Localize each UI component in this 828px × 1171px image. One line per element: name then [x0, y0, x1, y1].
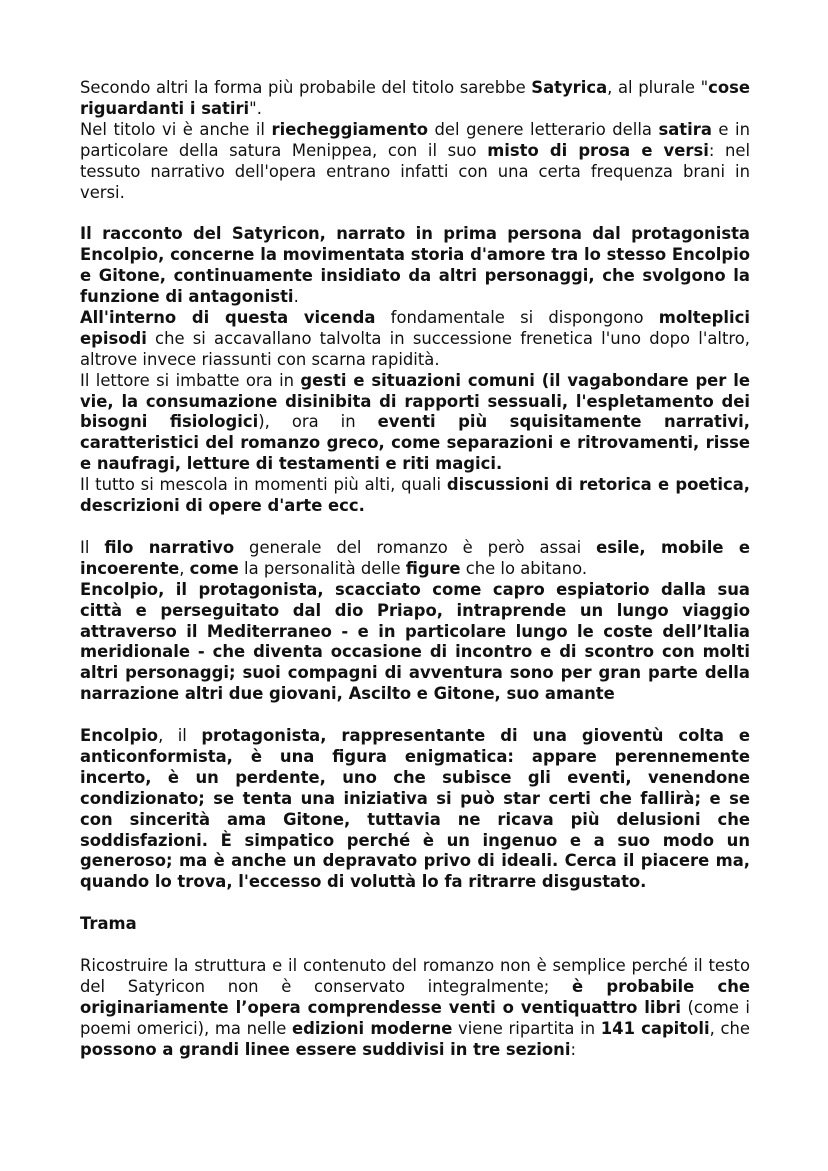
- paragraph-p1: [80, 78, 750, 120]
- bold-text: 141 capitoli: [600, 1018, 710, 1038]
- text-run: viene ripartita in: [452, 1018, 601, 1038]
- text-run: ".: [249, 98, 262, 118]
- text-run: che lo abitano.: [460, 558, 588, 578]
- paragraph-p9: [80, 726, 750, 893]
- text-run: , che: [709, 1018, 751, 1038]
- text-run: Nel titolo vi è anche il: [80, 119, 272, 139]
- paragraph-p6: [80, 475, 750, 517]
- bold-text: Il racconto del Satyricon, narrato in prima persona dal protagonista Encolpio, concerne la movimentata storia d'amore tra lo stesso Encolpio e Gitone, continuamente insidiato da altri personaggi, che svolgono la funzione di antagonisti: [80, 224, 750, 307]
- text-run: Il tutto si mescola in momenti più alti, quali: [80, 475, 447, 495]
- text-run: (come i poemi omerici), ma nelle: [80, 997, 750, 1038]
- bold-text: Encolpio: [80, 726, 159, 746]
- text-run: : nel tessuto narrativo dell'opera entrano infatti con una certa frequenza brani in versi.: [80, 140, 750, 202]
- bold-text: eventi più squisitamente narrativi, caratteristici del romanzo greco, come separazioni e ritrovamenti, risse e naufragi, letture di testamenti e riti magici.: [80, 412, 750, 474]
- text-run: e in particolare della satura Menippea, con il suo: [80, 119, 750, 160]
- bold-text: edizioni moderne: [291, 1018, 453, 1038]
- bold-text: discussioni di retorica e poetica, descrizioni di opere d'arte ecc.: [80, 475, 750, 516]
- bold-text: satira: [658, 119, 712, 139]
- text-run: del genere letterario della: [427, 119, 659, 139]
- bold-text: Satyrica: [531, 78, 608, 97]
- bold-text: esile, mobile e incoerente: [80, 537, 750, 578]
- text-run: Ricostruire la struttura e il contenuto del romanzo non è semplice perché il testo del Satyricon non è conservato integralmente;: [80, 955, 750, 996]
- bold-text: come: [189, 558, 239, 578]
- bold-text: figure: [405, 558, 461, 578]
- bold-text: gesti e situazioni comuni (il vagabondare per le vie, la consumazione disinibita di rapporti sessuali, l'espletamento dei bisogni fisiologici: [80, 370, 750, 432]
- paragraph-p11: [80, 956, 750, 1061]
- paragraph-p8: [80, 580, 750, 705]
- bold-text: è probabile che originariamente l’opera comprendesse venti o ventiquattro libri: [80, 976, 750, 1017]
- text-run: fondamentale si dispongono: [375, 307, 659, 327]
- text-run: generale del romanzo è però assai: [234, 537, 597, 557]
- text-run: .: [293, 287, 299, 307]
- bold-text: cose riguardanti i satiri: [80, 78, 750, 118]
- text-run: ), ora in: [258, 412, 378, 432]
- text-run: Secondo altri la forma più probabile del titolo sarebbe: [80, 78, 532, 97]
- bold-text: riecheggiamento: [271, 119, 428, 139]
- bold-text: filo narrativo: [104, 537, 235, 557]
- text-run: che si accavallano talvolta in successione frenetica l'uno dopo l'altro, altrove invece riassunti con scarna rapidità.: [80, 328, 750, 369]
- paragraph-p3: [80, 224, 750, 308]
- text-run: , il: [158, 726, 202, 746]
- bold-text: misto di prosa e versi: [487, 140, 709, 160]
- text-run: , al plurale ": [607, 78, 709, 97]
- paragraph-p4: [80, 308, 750, 371]
- document-page: [80, 78, 750, 1061]
- bold-text: Encolpio, il protagonista, scacciato come capro espiatorio dalla sua città e perseguitato dal dio Priapo, intraprende un lungo viaggio attraverso il Mediterraneo - e in particolare lungo le coste dell’Italia meridionale - che diventa occasione di incontro e di scontro con molti altri personaggi; suoi compagni di avventura sono per gran parte della narrazione altri due giovani, Ascilto e Gitone, suo amante: [80, 579, 750, 704]
- bold-text: All'interno di questa vicenda: [80, 307, 376, 327]
- paragraph-p5: [80, 371, 750, 476]
- text-run: Il: [80, 537, 105, 557]
- paragraph-p2: [80, 120, 750, 204]
- section-heading: [80, 914, 750, 935]
- text-run: Il lettore si imbatte ora in: [80, 370, 301, 390]
- text-run: ,: [179, 558, 190, 578]
- text-run: la personalità delle: [238, 558, 406, 578]
- bold-text: Trama: [80, 914, 137, 934]
- bold-text: protagonista, rappresentante di una gioventù colta e anticonformista, è una figura enigmatica: appare perennemente incerto, è un perdente, uno che subisce gli eventi, venendone condizionato; se tenta una iniziativa si può star certi che fallirà; e se con sincerità ama Gitone, tuttavia ne ricava più delusioni che soddisfazioni. È simpatico perché è un ingenuo e a suo modo un generoso; ma è anche un depravato privo di ideali. Cerca il piacere ma, quando lo trova, l'eccesso di voluttà lo fa ritrarre disgustato.: [80, 726, 750, 892]
- bold-text: possono a grandi linee essere suddivisi in tre sezioni: [80, 1039, 571, 1059]
- paragraph-p7: [80, 538, 750, 580]
- text-run: :: [570, 1039, 577, 1059]
- bold-text: molteplici episodi: [80, 307, 750, 348]
